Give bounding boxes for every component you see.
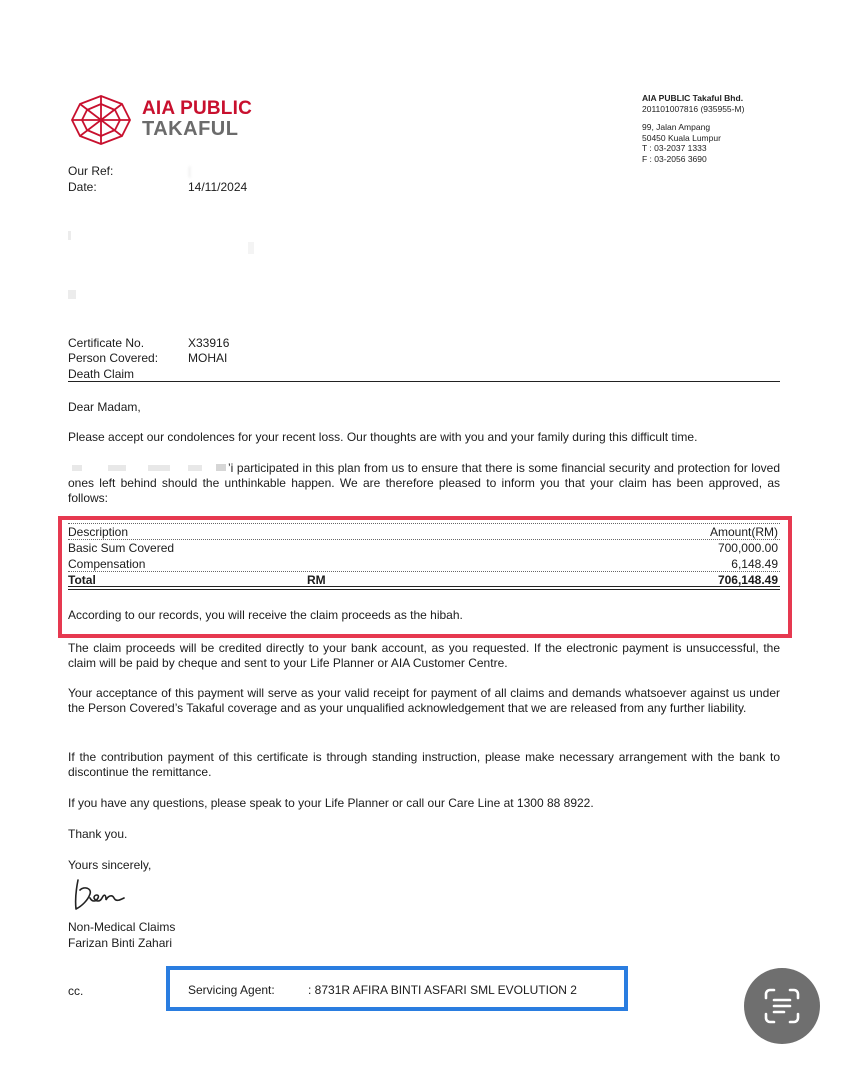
person-covered-value: MOHAI <box>188 351 228 365</box>
aia-takaful-logo-icon <box>70 94 132 146</box>
person-covered-label: Person Covered: <box>68 351 159 365</box>
table-total-label: Total <box>68 573 96 587</box>
claim-highlight-box <box>58 516 792 638</box>
redacted-addressee <box>68 228 258 258</box>
redacted-address <box>68 288 88 302</box>
table-row-desc: Compensation <box>68 557 146 571</box>
redacted-name <box>68 461 230 475</box>
cc-label: cc. <box>68 984 84 998</box>
claim-type: Death Claim <box>68 367 135 381</box>
table-row-amount: 6,148.49 <box>731 557 778 571</box>
signature <box>70 876 130 914</box>
company-address-line2: 50450 Kuala Lumpur <box>642 132 721 143</box>
certificate-value: X33916 <box>188 336 230 350</box>
table-total-currency: RM <box>307 573 326 587</box>
paragraph-acceptance: Your acceptance of this payment will serve as your valid receipt for payment of all claims and demands whatsoever against us under the Person Covered’s Takaful coverage and as your unqualified acknowledgement that we are released from any further liability. <box>68 686 780 715</box>
company-reg-no: 201101007816 (935955-M) <box>642 103 745 114</box>
company-name: AIA PUBLIC Takaful Bhd. <box>642 93 744 103</box>
table-total-amount: 706,148.49 <box>717 573 778 587</box>
table-row-desc: Basic Sum Covered <box>68 541 175 555</box>
paragraph-questions: If you have any questions, please speak to your Life Planner or call our Care Line at 1300 88 8922. <box>68 796 594 810</box>
agent-highlight-box <box>166 966 628 1011</box>
header-divider <box>68 381 780 382</box>
department: Non-Medical Claims <box>68 920 176 934</box>
certificate-label: Certificate No. <box>68 336 145 350</box>
company-logo <box>70 94 260 146</box>
text-scan-button[interactable] <box>744 968 820 1044</box>
logo-text-line2: TAKAFUL <box>142 118 239 140</box>
servicing-agent-value: : 8731R AFIRA BINTI ASFARI SML EVOLUTION 2 <box>308 983 577 997</box>
paragraph-standing-instruction: If the contribution payment of this certificate is through standing instruction, please make necessary arrangement with the bank to discontinue the remittance. <box>68 750 780 779</box>
redaction-smudge <box>68 461 230 475</box>
company-address-block <box>642 93 744 164</box>
company-fax: F : 03-2056 3690 <box>642 153 707 164</box>
date-value: 14/11/2024 <box>188 180 248 194</box>
our-ref-redacted: | <box>188 164 192 178</box>
closing: Yours sincerely, <box>68 858 152 872</box>
date-label: Date: <box>68 180 97 194</box>
greeting: Dear Madam, <box>68 400 141 414</box>
servicing-agent-label: Servicing Agent: <box>188 983 275 997</box>
paragraph-payment-method: The claim proceeds will be credited directly to your bank account, as you requested. If the electronic payment is unsuccessful, the claim will be paid by cheque and sent to your Life Planner or AIA Customer Centre. <box>68 641 780 670</box>
logo-text-line1: AIA PUBLIC <box>142 98 253 119</box>
company-tel: T : 03-2037 1333 <box>642 143 707 153</box>
table-header-description: Description <box>68 525 129 539</box>
thank-you: Thank you. <box>68 827 128 841</box>
paragraph-participation: ’i participated in this plan from us to ensure that there is some financial security and protection for loved ones left behind should the unthinkable happen. We are therefore pleased to inform you that your claim has been approved, as follows: <box>68 461 780 505</box>
text-scan-icon <box>762 986 802 1026</box>
our-ref-label: Our Ref: <box>68 164 114 178</box>
table-header-amount: Amount(RM) <box>709 525 778 539</box>
paragraph-condolence: Please accept our condolences for your recent loss. Our thoughts are with you and your family during this difficult time. <box>68 430 698 444</box>
signatory-name: Farizan Binti Zahari <box>68 936 173 950</box>
company-address-line1: 99, Jalan Ampang <box>642 122 711 132</box>
redaction-smudge <box>68 228 258 258</box>
paragraph-hibah: According to our records, you will receive the claim proceeds as the hibah. <box>68 608 463 622</box>
redaction-smudge <box>68 288 88 302</box>
table-row-amount: 700,000.00 <box>717 541 778 555</box>
